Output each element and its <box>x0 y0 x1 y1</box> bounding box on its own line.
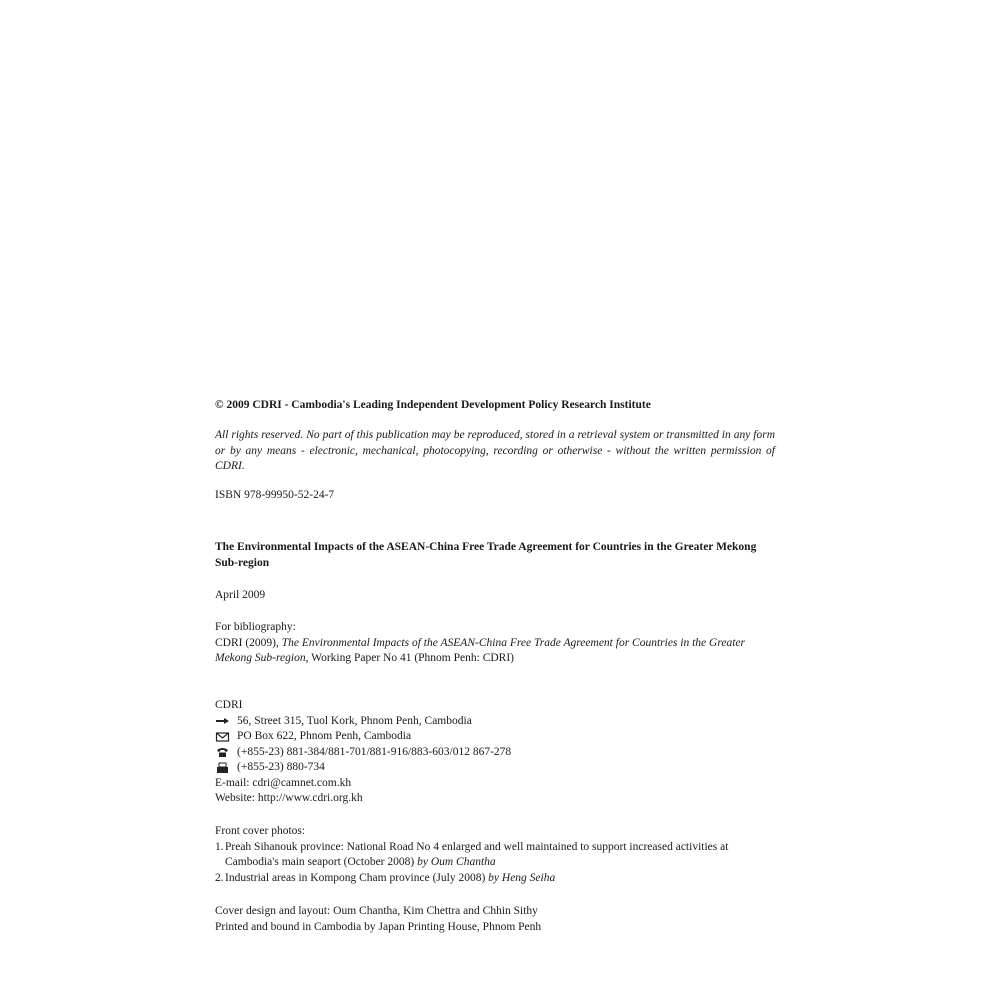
bibliography-label: For bibliography: <box>215 621 296 633</box>
pointing-hand-icon <box>215 715 231 727</box>
email: E-mail: cdri@camnet.com.kh <box>215 776 352 789</box>
cover-photo-item <box>215 840 775 871</box>
fax-number: (+855-23) 880-734 <box>237 761 325 773</box>
envelope-icon <box>215 731 231 743</box>
contact-block <box>215 698 775 807</box>
publication-date: April 2009 <box>215 589 266 601</box>
item-text: Preah Sihanouk province: National Road No 4 enlarged and well maintained to support increased activities at Cambodia's main seaport (October 2008) by Oum Chantha <box>225 840 729 868</box>
copyright-line: © 2009 CDRI - Cambodia's Leading Independent Development Policy Research Institute <box>215 399 651 411</box>
fax-row <box>215 760 775 776</box>
citation-suffix: , Working Paper No 41 (Phnom Penh: CDRI) <box>305 652 515 664</box>
po-box: PO Box 622, Phnom Penh, Cambodia <box>237 730 412 742</box>
cover-photos-label: Front cover photos: <box>215 825 306 837</box>
item-number: 1. <box>215 840 224 853</box>
design-credit: Cover design and layout: Oum Chantha, Kim Chettra and Chhin Sithy <box>215 905 538 917</box>
photo-credit: by Heng Seiha <box>488 871 556 884</box>
fax-icon <box>215 762 231 774</box>
report-title: The Environmental Impacts of the ASEAN-China Free Trade Agreement for Countries in the Greater Mekong Sub-region <box>215 541 757 569</box>
citation-prefix: CDRI (2009), <box>215 636 282 649</box>
bibliography-citation <box>215 637 745 665</box>
isbn: ISBN 978-99950-52-24-7 <box>215 489 335 501</box>
address-row <box>215 714 775 730</box>
item-number: 2. <box>215 871 224 884</box>
phone-row <box>215 745 775 761</box>
telephone-icon <box>215 746 231 758</box>
cover-photo-item <box>215 871 775 887</box>
po-box-row <box>215 729 775 745</box>
cover-photos <box>215 824 775 886</box>
citation-title: The Environmental Impacts of the ASEAN-China Free Trade Agreement for Countries in the Greater Mekong Sub-region <box>215 636 746 664</box>
org-name: CDRI <box>215 699 243 711</box>
bibliography <box>215 620 775 667</box>
credits <box>215 904 775 935</box>
item-text: Industrial areas in Kompong Cham province (July 2008) by Heng Seiha <box>225 871 556 884</box>
rights-statement: All rights reserved. No part of this publication may be reproduced, stored in a retrieval system or transmitted in any form or by any means - electronic, mechanical, photocopying, recording or otherwise - without the written permission of CDRI. <box>215 429 775 472</box>
printing-credit: Printed and bound in Cambodia by Japan Printing House, Phnom Penh <box>215 920 542 933</box>
phone-numbers: (+855-23) 881-384/881-701/881-916/883-603/012 867-278 <box>237 745 512 758</box>
photo-credit: by Oum Chantha <box>417 856 496 868</box>
website: Website: http://www.cdri.org.kh <box>215 792 363 804</box>
address: 56, Street 315, Tuol Kork, Phnom Penh, Cambodia <box>237 714 472 727</box>
